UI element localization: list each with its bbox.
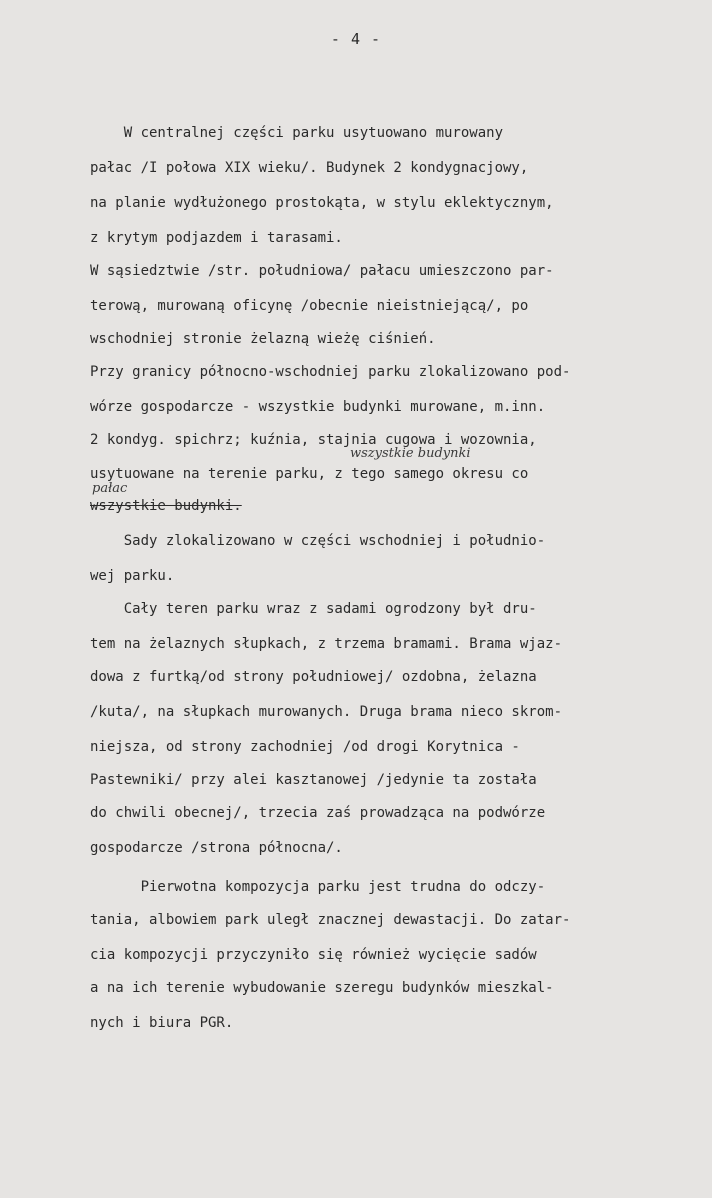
text-line: W sąsiedztwie /str. południowa/ pałacu umieszczono par-	[90, 263, 554, 279]
text-line: nych i biura PGR.	[90, 1015, 234, 1031]
text-line: terową, murowaną oficynę /obecnie nieistniejącą/, po	[90, 298, 529, 314]
text-line: wórze gospodarcze - wszystkie budynki murowane, m.inn.	[90, 399, 546, 415]
text-line: tania, albowiem park uległ znacznej dewastacji. Do zatar-	[90, 912, 571, 928]
text-line: Pierwotna kompozycja parku jest trudna do odczy-	[90, 879, 546, 895]
text-line: na planie wydłużonego prostokąta, w stylu eklektycznym,	[90, 195, 554, 211]
text-line-struck: wszystkie budynki.	[90, 498, 242, 514]
text-line: 2 kondyg. spichrz; kuźnia, stajnia cugowa i wozownia,	[90, 432, 537, 448]
text-line: niejsza, od strony zachodniej /od drogi Korytnica -	[90, 739, 520, 755]
text-line: tem na żelaznych słupkach, z trzema bramami. Brama wjaz-	[90, 636, 563, 652]
text-line: Przy granicy północno-wschodniej parku zlokalizowano pod-	[90, 364, 571, 380]
text-line: wschodniej stronie żelazną wieżę ciśnień.	[90, 331, 436, 347]
text-line: Pastewniki/ przy alei kasztanowej /jedynie ta została	[90, 772, 537, 788]
handwritten-correction: pałac	[92, 481, 128, 496]
text-line: dowa z furtką/od strony południowej/ ozdobna, żelazna	[90, 669, 537, 685]
page-number: - 4 -	[330, 30, 382, 48]
text-line: cia kompozycji przyczyniło się również wycięcie sadów	[90, 947, 537, 963]
text-line: wej parku.	[90, 568, 175, 584]
text-line: a na ich terenie wybudowanie szeregu budynków mieszkal-	[90, 980, 554, 996]
text-line: gospodarcze /strona północna/.	[90, 840, 343, 856]
handwritten-insertion: wszystkie budynki	[350, 446, 471, 461]
text-line: Cały teren parku wraz z sadami ogrodzony był dru-	[90, 601, 537, 617]
text-line: z krytym podjazdem i tarasami.	[90, 230, 343, 246]
text-line: /kuta/, na słupkach murowanych. Druga brama nieco skrom-	[90, 704, 563, 720]
text-line: Sady zlokalizowano w części wschodniej i południo-	[90, 533, 546, 549]
text-line: usytuowane na terenie parku, z tego samego okresu co	[90, 466, 529, 482]
text-line: pałac /I połowa XIX wieku/. Budynek 2 kondygnacjowy,	[90, 160, 529, 176]
text-line: do chwili obecnej/, trzecia zaś prowadząca na podwórze	[90, 805, 546, 821]
text-line: W centralnej części parku usytuowano murowany	[90, 125, 504, 141]
